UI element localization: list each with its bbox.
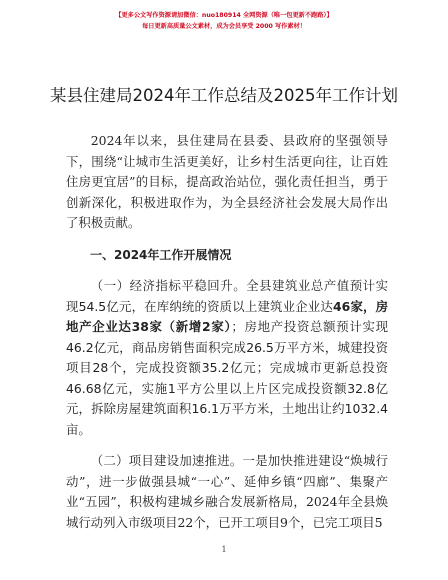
document-title: 某县住建局2024年工作总结及2025年工作计划 <box>50 86 398 105</box>
section-heading: 一、2024年工作开展情况 <box>90 247 232 262</box>
paragraph-economic-indicators: （一）经济指标平稳回升。全县建筑业总产值预计实现54.5亿元，在库纳统的资质以上建筑业企业达46家，房地产企业达38家（新增2家）；房地产投资总额预计实现46.2亿元，商品房销售面积完成26.5万平方米，城建投资项目28个，完成投资额35.2亿元；完成城市更新总投资46.68亿元，实施1平方公里以上片区完成投资额32.8亿元，拆除房屋建筑面积16.1万平方米，土地出让约1032.4亩。 <box>66 278 389 437</box>
promo-banner-line2: 每日更新高质量公文素材，成为会员享受 2000 写作素材！ <box>142 23 306 30</box>
paragraph-project-construction: （二）项目建设加速推进。一是加快推进建设“焕城行动”，进一步做强县城“一心”、延伸乡镇“四廊”、集聚产业“五园”，积极构建城乡融合发展新格局，2024年全县焕城行动列入市级项目22个，已开工项目9个，已完工项目5 <box>66 453 388 530</box>
page-number: 1 <box>221 545 227 554</box>
document-body <box>66 131 388 533</box>
intro-paragraph: 2024年以来，县住建局在县委、县政府的坚强领导下，围绕“让城市生活更美好，让乡村生活更向往，让百姓住房更宜居”的目标，提高政治站位，强化责任担当，勇于创新深化，积极进取作为，为全县经济社会发展大局作出了积极贡献。 <box>66 133 388 230</box>
promo-banner <box>0 10 448 32</box>
promo-banner-line1: 【更多公文写作资源请加微信：nuo180914 全网资源（唯一包更新不跑路）】 <box>115 12 333 19</box>
